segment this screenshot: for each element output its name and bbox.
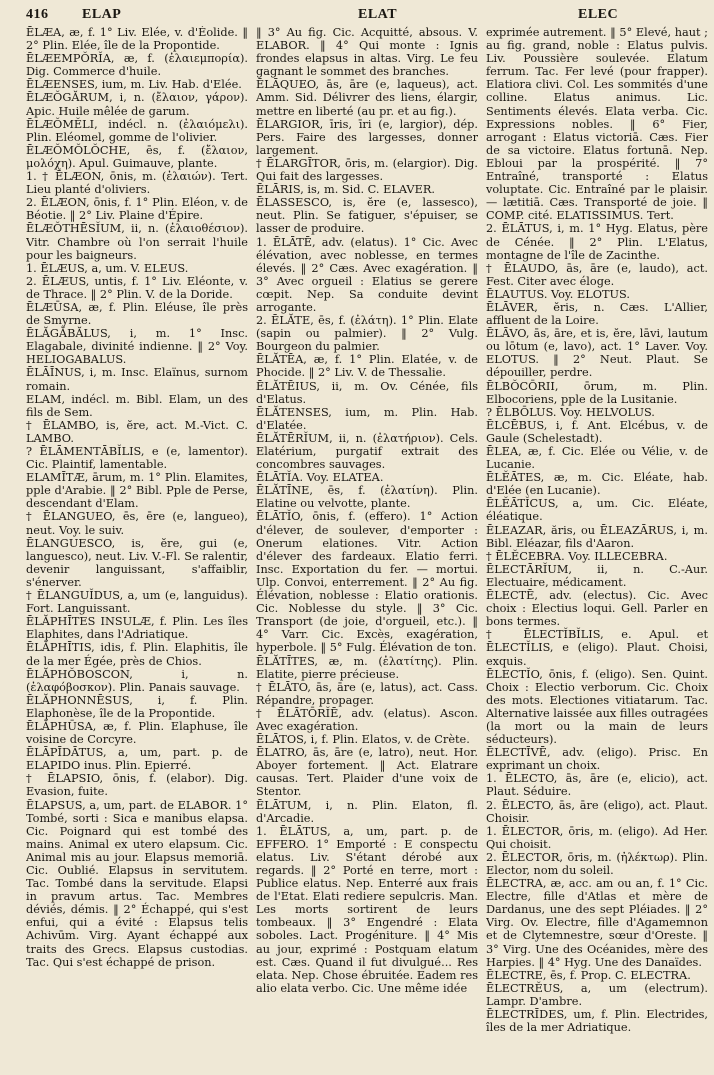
- dictionary-entry: ĒLASSESCO, is, ĕre (e, lassesco), neut. Plin. Se fatiguer, s'épuiser, se lasser de produire.: [256, 196, 478, 236]
- guide-word-left: ELAP: [82, 7, 122, 22]
- dictionary-entry: 2. ĒLÆUS, untis, f. 1° Liv. Eléonte, v. de Thrace. ‖ 2° Plin. V. de la Doride.: [26, 274, 248, 301]
- dictionary-entry: ĒLĀVO, ās, āre, et is, ĕre, lāvi, lautum ou lōtum (e, lavo), act. 1° Laver. Voy. ELOTUS. ‖ 2° Neut. Plaut. Se dépouiller, perdre.: [486, 327, 708, 380]
- dictionary-entry: ĒLĔĀTĬCUS, a, um. Cic. Eléate, éléatique.: [486, 497, 708, 524]
- dictionary-entry: ĒLĂPHŪSA, æ, f. Plin. Elaphuse, île voisine de Corcyre.: [26, 719, 248, 747]
- dictionary-entry: ‖ 3° Au fig. Cic. Acquitté, absous. V. ELABOR. ‖ 4° Qui monte : Ignis frondes elapsus in altas. Virg. Le feu gagnant le sommet des branches.: [256, 26, 478, 79]
- dictionary-entry: ĒLATRO, ās, āre (e, latro), neut. Hor. Aboyer fortement. ‖ Act. Elatrare causas. Tert. Plaider d'une voix de Stentor.: [256, 746, 478, 799]
- dictionary-entry: ĒLECTRA, æ, acc. am ou an, f. 1° Cic. Electre, fille d'Atlas et mère de Dardanus, une des sept Pléiades. ‖ 2° Virg. Ov. Electre, fille d'Agamemnon et de Clytemnestre, sœur d'Oreste. ‖ 3° Virg. Une des Océanides, mère des Harpies. ‖ 4° Hyg. Une des Danaïdes.: [486, 877, 708, 969]
- dictionary-entry: ĒLĂTĒA, æ, f. 1° Plin. Elatée, v. de Phocide. ‖ 2° Liv. V. de Thessalie.: [256, 353, 478, 380]
- dictionary-entry: † ĒLĀTO, ās, āre (e, latus), act. Cass. Répandre, propager.: [256, 680, 478, 707]
- dictionary-entry: † ĒLAPSIO, ōnis, f. (elabor). Dig. Evasion, fuite.: [26, 772, 248, 799]
- dictionary-entry: ĒLECTĀRĬUM, ii, n. C.-Aur. Electuaire, médicament.: [486, 562, 708, 589]
- dictionary-entry: ĒLĂTĒRĬUM, ii, n. (ἐλατήριον). Cels. Elatérium, purgatif extrait des concombres sauvages.: [256, 431, 478, 472]
- dictionary-entry: † ĒLĀTŌRĬĒ, adv. (elatus). Ascon. Avec exagération.: [256, 706, 478, 733]
- dictionary-entry: 2. ĒLĂTE, ēs, f. (ἐλάτη). 1° Plin. Elate (sapin ou palmier). ‖ 2° Vulg. Bourgeon du palmier.: [256, 314, 478, 354]
- dictionary-entry: † ĒLARGĪTOR, ōris, m. (elargior). Dig. Qui fait des largesses.: [256, 156, 478, 184]
- column-left: [26, 26, 248, 1066]
- dictionary-entry: ĒLĂTĪNE, ēs, f. (ἐλατίνη). Plin. Elatine ou velvotte, plante.: [256, 484, 478, 511]
- dictionary-entry: ĒLÆŪSA, æ, f. Plin. Eléuse, île près de Smyrne.: [26, 300, 248, 328]
- dictionary-entry: exprimée autrement. ‖ 5° Elevé, haut ; au fig. grand, noble : Elatus pulvis. Liv. Poussière soulevée. Elatum ferrum. Tac. Fer levé (pour frapper). Elatiora clivi. Col. Les sommités d'une colline. Elatus animus. Lic. Sentiments élevés. Elata verba. Cic. Expressions nobles. ‖ 6° Fier, arrogant : Elatus victoriā. Cæs. Fier de sa victoire. Elatus fortunā. Nep. Ebloui par la prospérité. ‖ 7° Entraîné, transporté : Elatus voluptate. Cic. Entraîné par le plaisir. — lætitiā. Cæs. Transporté de joie. ‖ COMP. cité. ELATISSIMUS. Tert.: [486, 26, 708, 223]
- running-head: [26, 4, 708, 26]
- guide-word-right: ELEC: [578, 7, 619, 22]
- dictionary-entry: ĒLÆŎTHĒSĬUM, ii, n. (ἐλαιοθέσιον). Vitr. Chambre où l'on serrait l'huile pour les baigneurs.: [26, 222, 248, 262]
- dictionary-entry: ĒLĔĀTES, æ, m. Cic. Eléate, hab. d'Elée (en Lucanie).: [486, 471, 708, 498]
- dictionary-entry: † ĒLAMBO, is, ĕre, act. M.-Vict. C. LAMBO.: [26, 418, 248, 445]
- dictionary-entry: † ĒLANGUĬDUS, a, um (e, languidus). Fort. Languissant.: [26, 589, 248, 616]
- dictionary-entry: ĒLĂGĂBĂLUS, i, m. 1° Insc. Elagabale, divinité indienne. ‖ 2° Voy. HELIOGABALUS.: [26, 327, 248, 367]
- dictionary-entry: ĒLECTĒ, adv. (electus). Cic. Avec choix : Electius loqui. Gell. Parler en bons termes.: [486, 589, 708, 629]
- dictionary-entry: ĒLARGIOR, īris, īri (e, largior), dép. Pers. Faire des largesses, donner largement.: [256, 117, 478, 157]
- dictionary-entry: ĒLĀTUM, i, n. Plin. Elaton, fl. d'Arcadie.: [256, 798, 478, 825]
- dictionary-entry: ĒLĀTĬO, ōnis, f. (effero). 1° Action d'élever, de soulever, d'emporter : Onerum elationes. Vitr. Action d'élever des fardeaux. Elatio ferri. Insc. Exportation du fer. — mortui. Ulp. Convoi, enterrement. ‖ 2° Au fig. Élévation, noblesse : Elatio orationis. Cic. Noblesse du style. ‖ 3° Cic. Transport (de joie, d'orgueil, etc.). ‖ 4° Varr. Cic. Excès, exagération, hyperbole. ‖ 5° Fulg. Élévation de ton.: [256, 510, 478, 655]
- dictionary-entry: ĒLĀRIS, is, m. Sid. C. ELAVER.: [256, 183, 435, 197]
- dictionary-entry: ĒLÆA, æ, f. 1° Liv. Elée, v. d'Éolide. ‖ 2° Plin. Elée, île de la Propontide.: [26, 26, 248, 53]
- dictionary-entry: † ĒLAUDO, ās, āre (e, laudo), act. Fest. Citer avec éloge.: [486, 261, 708, 288]
- dictionary-entry: ELAMĪTÆ, ārum, m. 1° Plin. Elamites, pple d'Arabie. ‖ 2° Bibl. Pple de Perse, descendant d'Elam.: [26, 471, 248, 511]
- dictionary-entry: ĒLAPSUS, a, um, part. de ELABOR. 1° Tombé, sorti : Sica e manibus elapsa. Cic. Poignard qui est tombé des mains. Animal ex utero elapsum. Cic. Animal mis au jour. Elapsus memoriā. Cic. Oublié. Elapsus in servitutem. Tac. Tombé dans la servitude. Elapsi in pravum artus. Tac. Membres déviés, démis. ‖ 2° Échappé, qui s'est enfui, qui a évité : Elapsus telis Achivūm. Virg. Ayant échappé aux traits des Grecs. Elapsus custodias. Tac. Qui s'est échappé de prison.: [26, 798, 248, 969]
- dictionary-entry: ĒLĂTĪTES, æ, m. (ἐλατίτης). Plin. Elatite, pierre précieuse.: [256, 654, 478, 681]
- dictionary-entry: ĒLECTRĪDES, um, f. Plin. Electrides, îles de la mer Adriatique.: [486, 1008, 708, 1035]
- dictionary-entry: ĒLANGUESCO, is, ĕre, gui (e, languesco), neut. Liv. V.-Fl. Se ralentir, devenir languissant, s'affaiblir, s'énerver.: [26, 536, 248, 589]
- dictionary-entry: ĒLĂPHŎBOSCON, i, n. (ἐλαφόβοσκον). Plin. Panais sauvage.: [26, 667, 248, 694]
- dictionary-entry: ĒLĂPHĪTIS, idis, f. Plin. Elaphitis, île de la mer Égée, près de Chios.: [26, 641, 248, 668]
- dictionary-entry: ĒLECTĬO, ōnis, f. (eligo). Sen. Quint. Choix : Electio verborum. Cic. Choix des mots. Electiones vitiatarum. Tac. Alternative laissée aux filles outragées (la mort ou la main de leurs séducteurs).: [486, 667, 708, 747]
- dictionary-entry: 2. ĒLĀTUS, i, m. 1° Hyg. Elatus, père de Cénée. ‖ 2° Plin. L'Elatus, montagne de l'île de Zacinthe.: [486, 222, 708, 262]
- dictionary-entry: ĒLĂTĒIUS, ii, m. Ov. Cénée, fils d'Elatus.: [256, 379, 478, 406]
- dictionary-entry: † ĒLANGUEO, ēs, ēre (e, langueo), neut. Voy. le suiv.: [26, 510, 248, 537]
- dictionary-entry: ĒLĀĪNUS, i, m. Insc. Elaïnus, surnom romain.: [26, 366, 248, 393]
- dictionary-entry: ĒLAUTUS. Voy. ELOTUS.: [486, 287, 630, 301]
- dictionary-entry: ĒLĀVER, ĕris, n. Cæs. L'Allier, affluent de la Loire.: [486, 300, 708, 328]
- dictionary-entry: 1. ĒLĀTUS, a, um, part. p. de EFFERO. 1° Emporté : E conspectu elatus. Liv. S'étant dérobé aux regards. ‖ 2° Porté en terre, mort : Publice elatus. Nep. Enterré aux frais de l'Etat. Elati rediere sepulcris. Man. Les morts sortirent de leurs tombeaux. ‖ 3° Engendré : Elata soboles. Lact. Progéniture. ‖ 4° Mis au jour, exprimé : Postquam elatum est. Cæs. Quand il fut divulgué... Res elata. Nep. Chose ébruitée. Eadem res alio elata verbo. Cic. Une même idée: [256, 824, 478, 995]
- dictionary-entry: 2. ĒLÆON, ōnis, f. 1° Plin. Eléon, v. de Béotie. ‖ 2° Liv. Plaine d'Épire.: [26, 196, 248, 223]
- dictionary-entry: ĒLĀTĬA. Voy. ELATEA.: [256, 471, 384, 485]
- dictionary-entry: ĒLÆŎMŎLŎCHE, ēs, f. (ἔλαιον, μολόχη). Apul. Guimauve, plante.: [26, 143, 248, 170]
- dictionary-entry: ĒLĂPHONNĒSUS, i, f. Plin. Elaphonèse, île de la Propontide.: [26, 693, 248, 720]
- dictionary-entry: ĒLEAZAR, ăris, ou ĒLEAZĀRUS, i, m. Bibl. Eléazar, fils d'Aaron.: [486, 523, 708, 550]
- dictionary-entry: † ĒLECTĬBĬLIS, e. Apul. et ĒLECTĬLIS, e (eligo). Plaut. Choisi, exquis.: [486, 628, 708, 668]
- dictionary-entry: ? ĒLBŌLUS. Voy. HELVOLUS.: [486, 405, 655, 419]
- dictionary-entry: ĒLECTRĔUS, a, um (electrum). Lampr. D'ambre.: [486, 981, 708, 1008]
- dictionary-entry: ĒLĀQUEO, ās, āre (e, laqueus), act. Amm. Sid. Délivrer des liens, élargir, mettre en liberté (au pr. et au fig.).: [256, 78, 478, 118]
- dictionary-entry: 1. ĒLÆUS, a, um. V. ELEUS.: [26, 261, 189, 275]
- dictionary-entry: ĒLCĒBUS, i, f. Ant. Elcébus, v. de Gaule (Schelestadt).: [486, 418, 708, 445]
- dictionary-entry: ? ĒLĀMENTĀBĬLIS, e (e, lamentor). Cic. Plaintif, lamentable.: [26, 445, 248, 472]
- dictionary-entry: † ĒLĔCEBRA. Voy. ILLECEBRA.: [486, 549, 668, 563]
- column-right: [486, 26, 708, 1066]
- dictionary-entry: 1. ĒLECTO, ās, āre (e, elicio), act. Plaut. Séduire.: [486, 772, 708, 799]
- dictionary-entry: 1. ĒLĀTĒ, adv. (elatus). 1° Cic. Avec élévation, avec noblesse, en termes élevés. ‖ 2° Cæs. Avec exagération. ‖ 3° Avec orgueil : Elatius se gerere cœpit. Nep. Sa conduite devint arrogante.: [256, 235, 478, 314]
- dictionary-entry: ELAM, indécl. m. Bibl. Elam, un des fils de Sem.: [26, 392, 248, 419]
- dictionary-entry: ĒLĂTENSES, ium, m. Plin. Hab. d'Elatée.: [256, 405, 478, 432]
- entry-columns: [26, 26, 708, 1066]
- dictionary-entry: ĒLĀPĪDĀTUS, a, um, part. p. de ELAPIDO inus. Plin. Epierré.: [26, 746, 248, 773]
- dictionary-entry: 2. ĒLECTO, ās, āre (eligo), act. Plaut. Choisir.: [486, 798, 708, 825]
- dictionary-entry: ĒLBŎCŌRII, ōrum, m. Plin. Elbocoriens, pple de la Lusitanie.: [486, 379, 708, 406]
- dictionary-entry: ĒLÆEMPŎRĬA, æ, f. (ἐλαιεμπορία). Dig. Commerce d'huile.: [26, 52, 248, 79]
- dictionary-entry: ĒLECTĪVĒ, adv. (eligo). Prisc. En exprimant un choix.: [486, 746, 708, 773]
- guide-word-center: ELAT: [358, 7, 398, 22]
- dictionary-entry: ĒLÆŎGĂRUM, i, n. (ἔλαιον, γάρον). Apic. Huile mêlée de garum.: [26, 91, 248, 118]
- dictionary-entry: 2. ĒLECTOR, ōris, m. (ἠλέκτωρ). Plin. Elector, nom du soleil.: [486, 850, 708, 877]
- dictionary-entry: ĒLÆŎMĔLI, indécl. n. (ἐλαιόμελι). Plin. Eléomel, gomme de l'olivier.: [26, 117, 248, 144]
- dictionary-entry: 1. ĒLECTOR, ōris, m. (eligo). Ad Her. Qui choisit.: [486, 824, 708, 851]
- dictionary-entry: ĒLECTRE, ēs, f. Prop. C. ELECTRA.: [486, 968, 691, 982]
- page-number: 416: [26, 7, 49, 22]
- column-middle: [256, 26, 478, 1066]
- dictionary-entry: ĒLĂPHĪTES INSULÆ, f. Plin. Les îles Elaphites, dans l'Adriatique.: [26, 615, 248, 642]
- dictionary-entry: 1. † ĒLÆON, ōnis, m. (ἐλαιών). Tert. Lieu planté d'oliviers.: [26, 170, 248, 197]
- dictionary-entry: ĒLEA, æ, f. Cic. Elée ou Vélie, v. de Lucanie.: [486, 445, 708, 472]
- dictionary-entry: ĒLÆENSES, ium, m. Liv. Hab. d'Elée.: [26, 78, 242, 92]
- dictionary-entry: ĒLĀTOS, i, f. Plin. Elatos, v. de Crète.: [256, 733, 470, 747]
